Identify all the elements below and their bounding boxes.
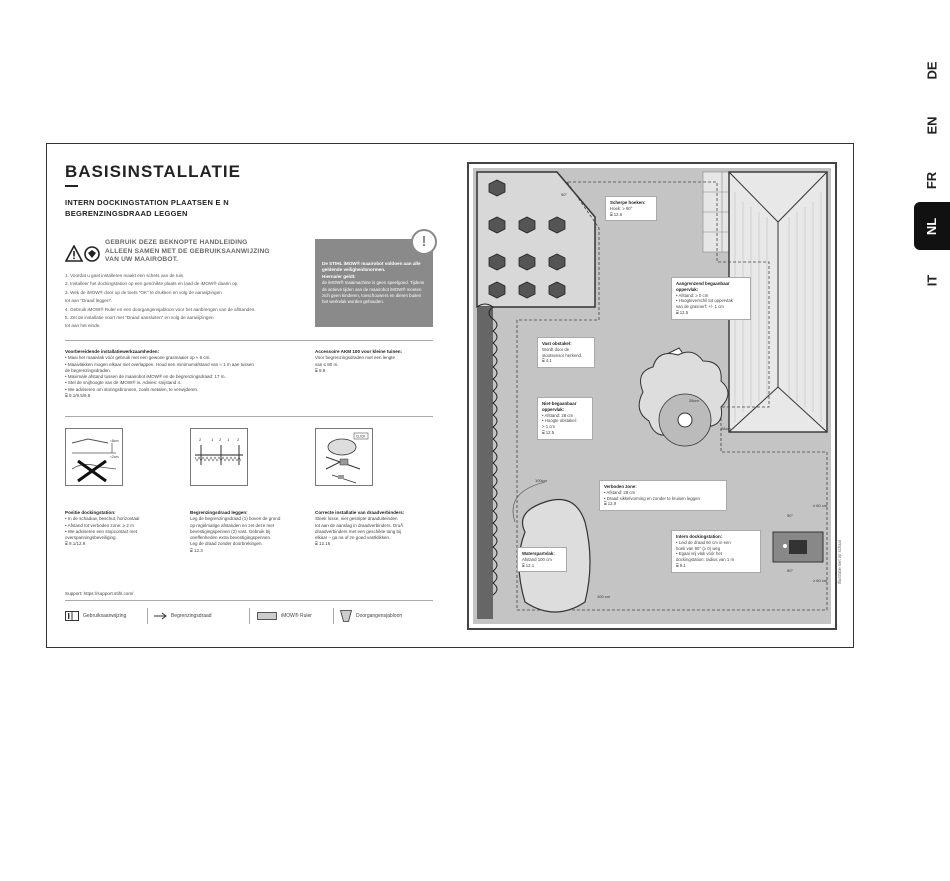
warning-text: GEBRUIK DEZE BEKNOPTE HANDLEIDING ALLEEN SAMEN MET DE GEBRUIKSAANWIJZING VAN UW MAAIROBOT.: [105, 239, 270, 263]
step-item: 4. Gebruik iMOW® Ruler en een doorgangensjabloon voor het aanbrengen van de afstanden.: [65, 306, 256, 312]
step-item: 1. Voordat u gaat installeren maakt een schets van de tuin.: [65, 273, 185, 278]
connector-item: Steek losse, niet gestripte draaduiteinden: [315, 516, 398, 522]
callout-line: van de grasnerf: +/- 1 cm: [676, 304, 724, 310]
callout-line: • Egaal vrij vlak vóór het: [676, 551, 722, 557]
connector-heading: Correcte installatie van draadverbinders:: [315, 510, 405, 515]
legend-item: [65, 610, 126, 622]
callout-forbidden-zone: [599, 480, 727, 511]
lang-tab-it[interactable]: [914, 250, 950, 310]
page-title: BASISINSTALLATIE: [65, 162, 241, 181]
wire-laying-heading: Begrenzingsdraad leggen:: [190, 510, 248, 515]
map-label: 90°: [787, 568, 794, 573]
safety-sub: Hierna/er geldt:: [322, 273, 356, 279]
callout-line: • Afstand: 28 cm: [604, 489, 636, 495]
legend-divider: [147, 608, 148, 624]
callout-line: > 1 cm: [542, 424, 556, 430]
step-item: 3. Wek de iMOW® door op de toets "OK" te drukken en volg de aanwijzingen: [65, 289, 222, 295]
prep-section: [65, 349, 305, 399]
callout-line: • Hoogte obstakel:: [542, 418, 577, 424]
callout-line: ⌸ 12.5: [676, 309, 689, 315]
step-item: tot aan "Draad leggen".: [65, 298, 113, 304]
callout-line: ⌸ 9.1: [676, 562, 686, 568]
callout-title: Vast obstakel:: [542, 341, 572, 346]
connector-section: [315, 510, 435, 548]
lang-label: DE: [924, 60, 940, 80]
map-label: 100 cm: [597, 594, 611, 599]
page-subtitle: INTERN DOCKINGSTATION PLAATSEN E N BEGRENZINGSDRAAD LEGGEN: [65, 198, 229, 218]
warning-manual-icon: [65, 245, 101, 263]
manual-icon: [65, 611, 79, 621]
prep-item: • Maai het maaivlak vóór gebruik met een gewone grasmaaier op ≈ 6 cm.: [65, 355, 211, 361]
connector-ref: ⌸ 12.16: [315, 541, 331, 547]
callout-dock: [671, 530, 761, 573]
step-item: 2. Installeer het dockingstation op een geschikte plaats en laad de iMOW® daarin op.: [65, 281, 239, 287]
map-label: 28cm: [689, 398, 699, 403]
step-item: 5. Zet de installatie voort met "Draad aansluiten" en volg de aanwijzingen: [65, 315, 214, 321]
illus-label: 2: [199, 437, 202, 442]
installation-steps: [65, 272, 305, 331]
wire-arrow-icon: [153, 611, 167, 621]
dock-position-item: overspanningsbeveiliging.: [65, 535, 117, 541]
divider: [65, 416, 433, 417]
callout-adjacent-surface: [671, 277, 751, 320]
wire-laying-item: Leg de begrenzingsdraad (1) boven de grond: [190, 516, 281, 522]
callout-line: stootsensor herkend.: [542, 352, 583, 358]
safety-heading: De STIHL iMOW® maairobot voldoen aan alle geldende veiligheidsnormen.: [322, 261, 421, 273]
lang-tab-de[interactable]: [914, 40, 950, 100]
connector-item: tot aan de aanslag in draadverbinders. DruÅ: [315, 522, 404, 528]
dock-position-item: • We adviseren een stopcontact met: [65, 528, 138, 534]
prep-item: • Stel de snijhoogte van de iMOW® in. Advies: snijstand 4.: [65, 380, 182, 386]
wire-laying-item: op regelmatige afstanden en zet deze met: [190, 522, 275, 528]
prep-heading: Voorbereidende installatiewerkzaamheden:: [65, 349, 160, 354]
support-link[interactable]: Support: https://support.stihl.com/: [65, 591, 134, 596]
illus-label: CLICK: [356, 434, 366, 439]
illus-label: ≈8cm: [110, 439, 119, 443]
safety-box: [315, 232, 433, 327]
callout-line: ⌸ 12.5: [542, 429, 555, 435]
callout-water: [517, 547, 567, 572]
dock-position-item: • Afstand tot verboden zone: ≥ 2 m: [65, 522, 134, 528]
callout-line: • Afstand: 28 cm: [542, 412, 574, 418]
map-label: ≥ 60 cm: [813, 503, 828, 508]
illus-label: 1: [227, 437, 230, 442]
callout-line: ⌸ 12.9: [604, 501, 617, 507]
safety-text: de iMOW® maaimachine is geen speelgoed. Tijdens de actieve tijden van de maairobot iMOW® moeten zich geen kinderen, toeschouwers en dieren buiten het werkvlak worden gehouden.: [322, 280, 425, 305]
lang-label: FR: [924, 171, 940, 189]
dock-position-heading: Positie dockingstation:: [65, 510, 116, 515]
callout-line: • Hoogteverschil tot oppervlak: [676, 298, 733, 304]
legend-item: [257, 610, 312, 622]
wire-laying-item: bevestigingspennen (2) vast. Gebruik bij: [190, 528, 271, 534]
callout-line: • Draad sikkelvorming en zonder te kruisen leggen: [604, 495, 700, 501]
step-item: tot aan het einde.: [65, 323, 101, 329]
lang-label: NL: [924, 217, 940, 235]
illus-label: ≈2cm: [110, 455, 119, 459]
wire-laying-section: [190, 510, 310, 554]
lang-label: EN: [924, 115, 940, 135]
ruler-icon: [257, 611, 277, 621]
illus-label: 2: [219, 437, 222, 442]
callout-fixed-obstacle: [537, 337, 595, 368]
legend-item: [340, 610, 402, 622]
quick-guide-sheet: [46, 143, 854, 648]
divider: [65, 600, 433, 601]
wire-laying-illustration: [190, 428, 248, 486]
callout-line: ⌸ 4.1: [542, 358, 552, 364]
callout-line: ⌸ 12.1: [522, 562, 535, 568]
exclamation-icon: !: [411, 229, 437, 255]
callout-line: Afstand 100 cm: [522, 556, 552, 562]
illus-label: 1: [211, 437, 214, 442]
lang-tab-nl[interactable]: [914, 202, 950, 250]
garden-map: [467, 162, 837, 630]
dock-position-illustration: [65, 428, 123, 486]
map-label: ≥ 60 cm: [813, 578, 828, 583]
callout-line: hoek van 90° (≥ 0) weg: [676, 545, 721, 551]
wire-laying-item: oneffenheden extra bevestigingspennen.: [190, 535, 272, 541]
prep-item: • Maaivlakken mogen elkaar niet overlappen. Houd een minimumafstand van ≈ 1 m aan tussen: [65, 361, 254, 367]
legend-divider: [249, 608, 250, 624]
dock-position-section: [65, 510, 183, 548]
callout-line: ⌸ 12.6: [610, 211, 623, 217]
map-label: 90°: [561, 192, 568, 197]
legend-label: Begrenzingsdraad: [171, 613, 212, 619]
dock-position-ref: ⌸ 9.1/12.9: [65, 541, 86, 547]
prep-item: • We adviseren om storingsbronnen, zoals metalen, te verwijderen.: [65, 386, 199, 392]
accessory-item: van ≤ 80 m.: [315, 361, 339, 367]
callout-line: • Leid de draad 60 cm in een: [676, 539, 731, 545]
wire-laying-ref: ⌸ 12.3: [190, 547, 203, 553]
lang-tab-en[interactable]: [914, 95, 950, 155]
scale-note: Illustratie niet op schaal: [837, 540, 842, 584]
legend-label: iMOW® Ruler: [281, 613, 312, 619]
lang-tab-fr[interactable]: [914, 150, 950, 210]
callout-title: Niet-begaanbaar oppervlak:: [542, 401, 577, 412]
divider: [65, 340, 433, 341]
callout-non-walkable: [537, 397, 593, 440]
legend-divider: [333, 608, 334, 624]
map-label: 28cm: [721, 426, 731, 431]
prep-item: de begrenzingsdraden.: [65, 367, 112, 373]
prep-item: • Maximale afstand tussen de maairobot iMOW® en de begrenzingsdraad: 17 m.: [65, 374, 226, 380]
accessory-ref: ⌸ 9.9: [315, 367, 326, 373]
legend-label: Gebruiksaanwijzing: [83, 613, 127, 619]
legend-item: [153, 610, 212, 622]
title-underline: [65, 185, 78, 187]
legend: [65, 604, 435, 632]
map-label: 90°: [787, 513, 794, 518]
prep-ref: ⌸ 9.1/9.5/9.9: [65, 393, 91, 399]
connector-item: elkaar – ga na of ze goed vastklikken.: [315, 535, 391, 541]
accessory-heading: Accessoire AKM 100 voor kleine tuinen:: [315, 349, 403, 354]
connector-illustration: [315, 428, 373, 486]
callout-title: Verboden zone:: [604, 484, 637, 489]
callout-sharp-corners: [605, 196, 657, 221]
accessory-item: Voor begrenzingsdraden met een lengte: [315, 355, 396, 361]
illus-label: 2: [237, 437, 240, 442]
connector-item: draadverbinders met een geschikte tang bij: [315, 528, 402, 534]
callout-title: Scherpe hoeken:: [610, 200, 646, 205]
callout-line: Wordt door de: [542, 346, 570, 352]
template-icon: [340, 610, 352, 622]
callout-line: Hoek: ≥ 90°: [610, 205, 633, 211]
lang-label: IT: [924, 274, 940, 286]
accessory-section: [315, 349, 435, 374]
callout-line: • Afstand: ≥ 0 cm: [676, 292, 709, 298]
dock-position-item: • In de schaduw, beschut, horizontaal: [65, 516, 140, 522]
callout-title: Aangrenzend begaanbaar oppervlak:: [676, 281, 730, 292]
callout-title: Waterspartvlak:: [522, 551, 555, 556]
legend-label: Doorgangensjabloon: [356, 613, 403, 619]
map-label: 100cm: [535, 478, 548, 483]
callout-line: dockingstation: radius van 1 m: [676, 557, 735, 563]
wire-laying-item: Leg de draad zonder doorbrekingen.: [190, 541, 263, 547]
callout-title: Intern dockingstation:: [676, 534, 723, 539]
